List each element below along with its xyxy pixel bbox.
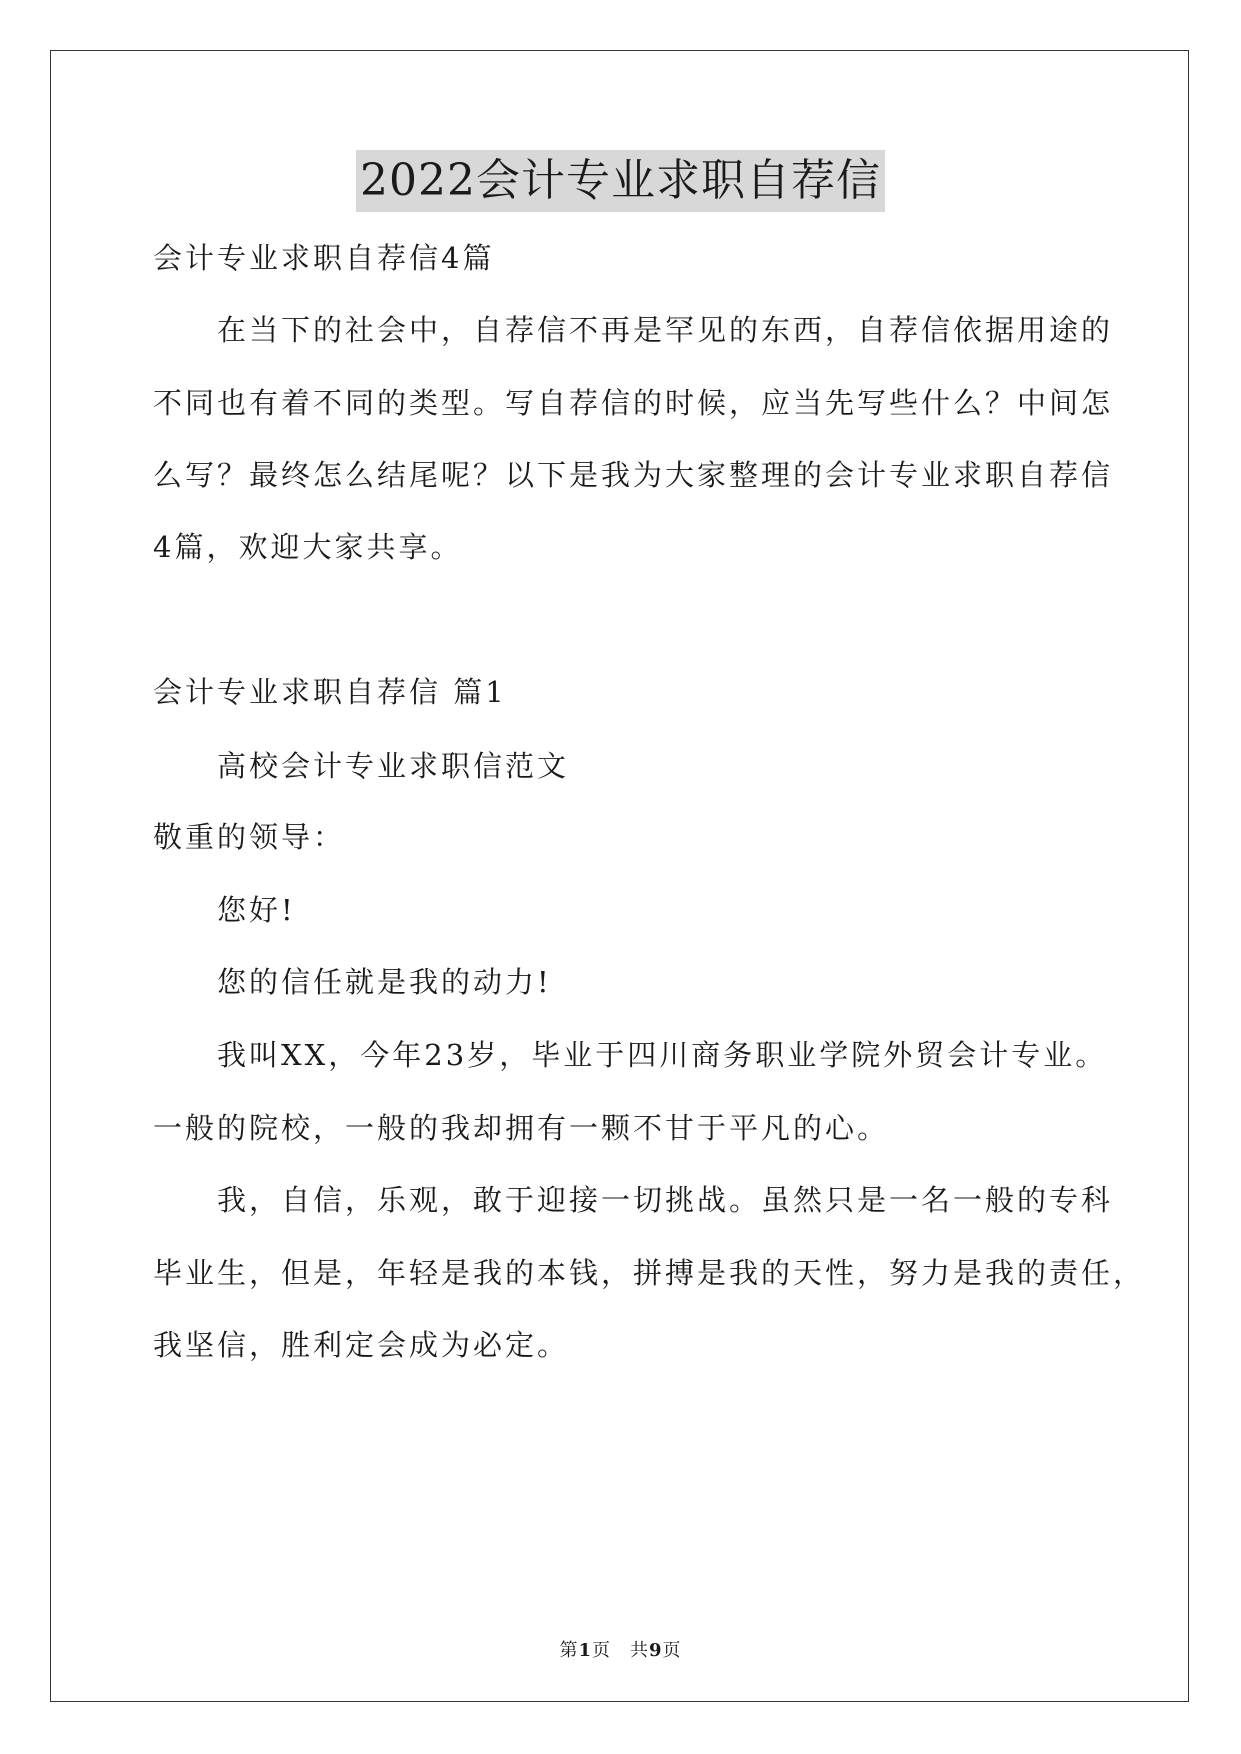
intro-line: 么写？最终怎么结尾呢？以下是我为大家整理的会计专业求职自荐信	[153, 458, 1114, 492]
subtitle: 会计专业求职自荐信4篇	[153, 241, 495, 275]
intro-line: 在当下的社会中，自荐信不再是罕见的东西，自荐信依据用途的	[217, 313, 1114, 347]
body-line: 您的信任就是我的动力!	[217, 965, 552, 999]
greeting: 您好!	[217, 893, 296, 927]
body-line: 我坚信，胜利定会成为必定。	[153, 1328, 570, 1362]
document-title-block	[0, 150, 1241, 212]
page-prefix: 第	[559, 1640, 579, 1661]
intro-line: 不同也有着不同的类型。写自荐信的时候，应当先写些什么？中间怎	[153, 386, 1114, 420]
body-line: 一般的院校，一般的我却拥有一颗不甘于平凡的心。	[153, 1111, 890, 1145]
page-total: 9	[649, 1640, 663, 1661]
section-heading: 会计专业求职自荐信 篇1	[153, 675, 507, 709]
letter-title: 高校会计专业求职信范文	[217, 749, 570, 783]
salutation: 敬重的领导：	[153, 820, 346, 854]
page-mid: 页 共	[592, 1640, 649, 1661]
intro-line: 4篇，欢迎大家共享。	[153, 530, 463, 564]
page-border	[50, 50, 1189, 1702]
body-line: 我叫XX，今年23岁，毕业于四川商务职业学院外贸会计专业。	[217, 1038, 1108, 1072]
body-line: 我，自信，乐观，敢于迎接一切挑战。虽然只是一名一般的专科	[217, 1183, 1114, 1217]
page-footer	[0, 1636, 1241, 1662]
body-line: 毕业生，但是，年轻是我的本钱，拼搏是我的天性，努力是我的责任，	[153, 1256, 1146, 1290]
page-number: 1	[578, 1640, 592, 1661]
page-suffix: 页	[662, 1640, 682, 1661]
document-title: 2022会计专业求职自荐信	[356, 150, 885, 212]
